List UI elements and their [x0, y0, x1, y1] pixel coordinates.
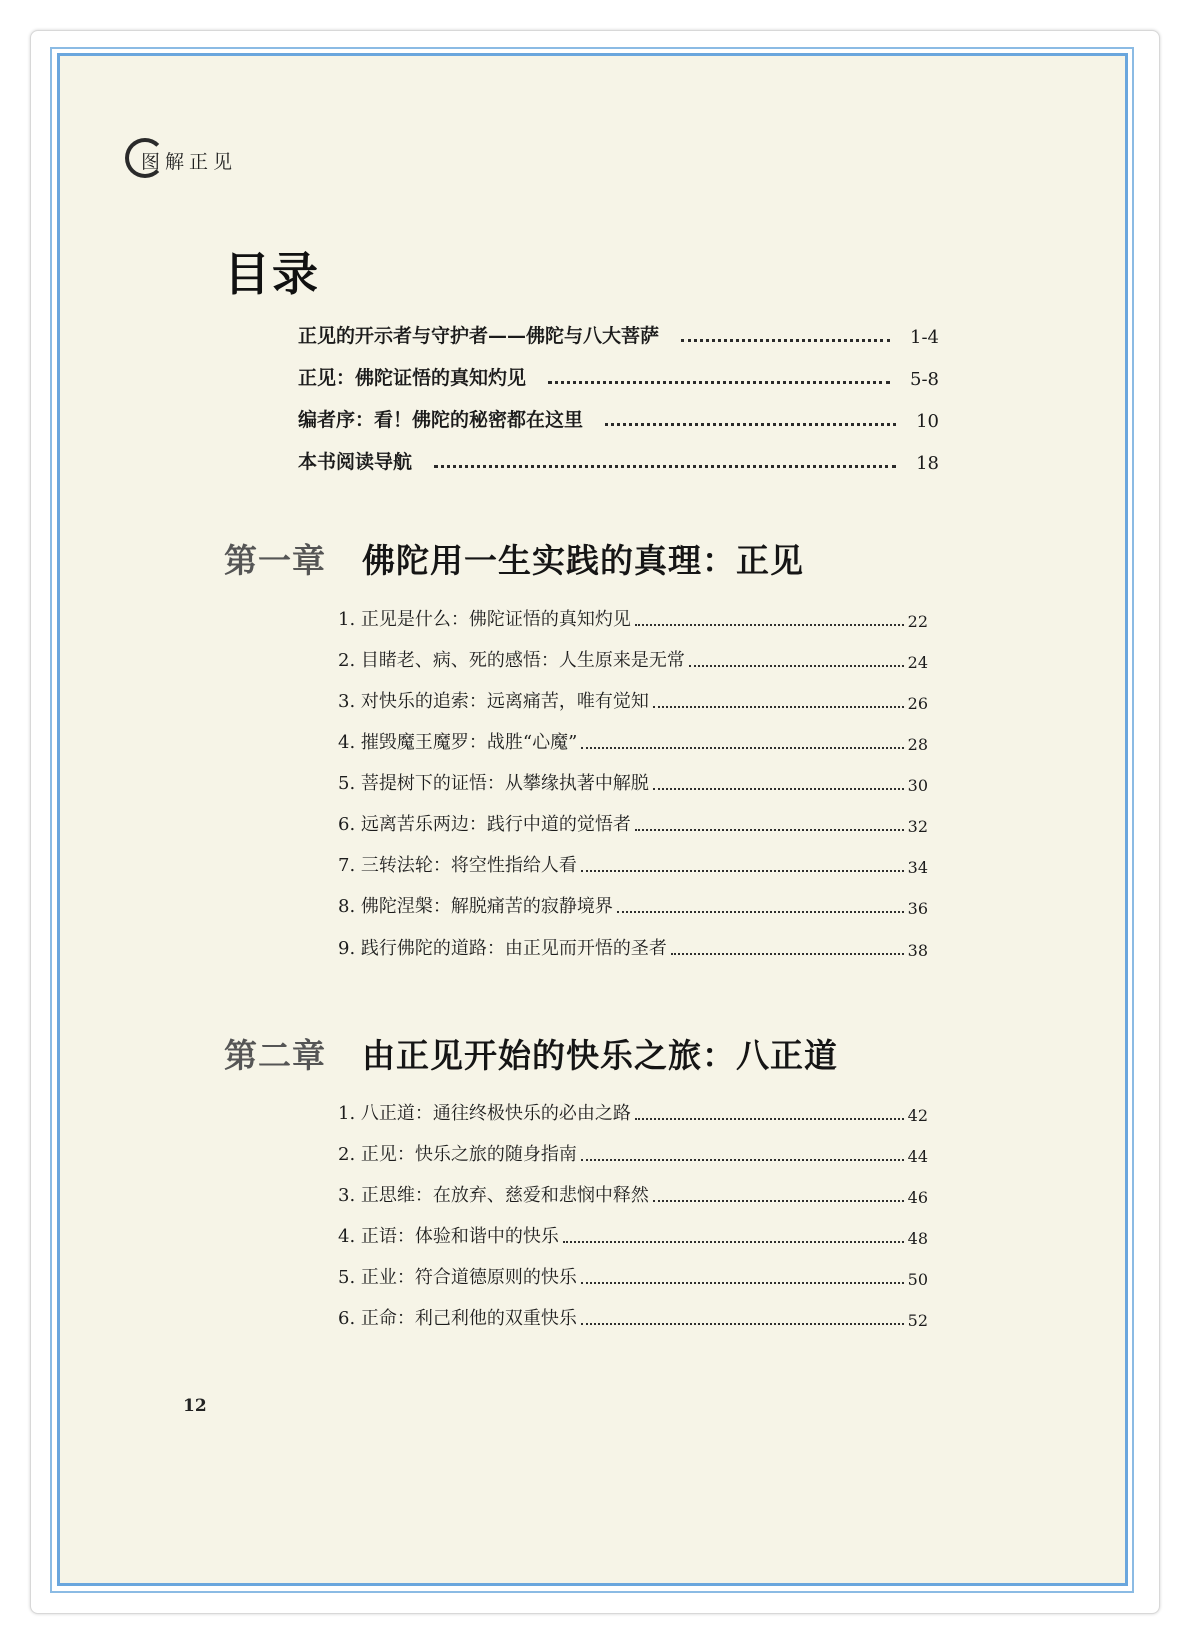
page-number: 22: [907, 612, 928, 631]
entry-label: 1. 八正道：通往终极快乐的必由之路: [338, 1103, 631, 1124]
dot-leader: [434, 465, 896, 468]
dot-leader: [617, 911, 904, 913]
page-number: 44: [907, 1147, 928, 1166]
page-number: 30: [907, 776, 928, 795]
chapter-heading[interactable]: [224, 1030, 838, 1077]
toc-entry[interactable]: [338, 934, 928, 960]
page-number: 50: [907, 1270, 928, 1289]
toc-entry[interactable]: [338, 892, 928, 918]
toc-entry[interactable]: [338, 728, 928, 754]
entry-label: 8. 佛陀涅槃：解脱痛苦的寂静境界: [338, 896, 613, 917]
page-number: 24: [907, 653, 928, 672]
page-folio: 12: [183, 1396, 207, 1416]
dot-leader: [635, 1118, 904, 1120]
dot-leader: [671, 953, 904, 955]
entry-label: 2. 目睹老、病、死的感悟：人生原来是无常: [338, 650, 685, 671]
page-number: 42: [907, 1106, 928, 1125]
chapter-number: 第二章: [224, 1036, 326, 1075]
page-number: 1-4: [910, 327, 939, 348]
entry-label: 9. 践行佛陀的道路：由正见而开悟的圣者: [338, 938, 667, 959]
chapter-number: 第一章: [224, 541, 326, 580]
entry-label: 6. 远离苦乐两边：践行中道的觉悟者: [338, 814, 631, 835]
dot-leader: [581, 1282, 904, 1284]
page-number: 48: [907, 1229, 928, 1248]
toc-entry[interactable]: [338, 1304, 928, 1330]
toc-entry[interactable]: [338, 1263, 928, 1289]
dot-leader: [563, 1241, 904, 1243]
dot-leader: [689, 665, 904, 667]
page-number: 52: [907, 1311, 928, 1330]
dot-leader: [653, 706, 904, 708]
series-title: 图解正见: [141, 151, 238, 173]
toc-entry[interactable]: [338, 1140, 928, 1166]
page-number: 32: [907, 817, 928, 836]
page-number: 34: [907, 858, 928, 877]
entry-label: 本书阅读导航: [298, 451, 413, 473]
toc-entry[interactable]: [338, 851, 928, 877]
entry-label: 3. 正思维：在放弃、慈爱和悲悯中释然: [338, 1185, 649, 1206]
dot-leader: [653, 1200, 904, 1202]
chapter-title: 由正见开始的快乐之旅：八正道: [362, 1036, 838, 1075]
front-matter-row[interactable]: [298, 447, 939, 474]
chapter-title: 佛陀用一生实践的真理：正见: [362, 541, 804, 580]
page-number: 5-8: [910, 369, 939, 390]
page-number: 38: [907, 941, 928, 960]
dot-leader: [605, 423, 896, 426]
entry-label: 5. 菩提树下的证悟：从攀缘执著中解脱: [338, 773, 649, 794]
front-matter-row[interactable]: [298, 405, 939, 432]
entry-label: 6. 正命：利己利他的双重快乐: [338, 1308, 577, 1329]
entry-label: 编者序：看！佛陀的秘密都在这里: [298, 409, 584, 431]
dot-leader: [581, 1323, 904, 1325]
toc-entry[interactable]: [338, 810, 928, 836]
dot-leader: [581, 870, 904, 872]
entry-label: 2. 正见：快乐之旅的随身指南: [338, 1144, 577, 1165]
toc-entry[interactable]: [338, 1222, 928, 1248]
toc-entry[interactable]: [338, 1099, 928, 1125]
dot-leader: [653, 788, 904, 790]
toc-entry[interactable]: [338, 605, 928, 631]
entry-label: 4. 正语：体验和谐中的快乐: [338, 1226, 559, 1247]
entry-label: 1. 正见是什么：佛陀证悟的真知灼见: [338, 609, 631, 630]
page-number: 26: [907, 694, 928, 713]
toc-entry[interactable]: [338, 1181, 928, 1207]
page-number: 36: [907, 899, 928, 918]
dot-leader: [548, 381, 890, 384]
front-matter-row[interactable]: [298, 321, 939, 348]
page-number: 18: [916, 453, 939, 474]
toc-entry[interactable]: [338, 687, 928, 713]
entry-label: 4. 摧毁魔王魔罗：战胜“心魔”: [338, 732, 578, 753]
entry-label: 正见的开示者与守护者——佛陀与八大菩萨: [298, 325, 660, 347]
entry-label: 7. 三转法轮：将空性指给人看: [338, 855, 577, 876]
dot-leader: [635, 624, 904, 626]
page-number: 28: [907, 735, 928, 754]
dot-leader: [635, 829, 904, 831]
dot-leader: [681, 339, 890, 342]
dot-leader: [581, 747, 903, 749]
front-matter-row[interactable]: [298, 363, 939, 390]
toc-entry[interactable]: [338, 769, 928, 795]
entry-label: 3. 对快乐的追索：远离痛苦，唯有觉知: [338, 691, 649, 712]
entry-label: 5. 正业：符合道德原则的快乐: [338, 1267, 577, 1288]
toc-entry[interactable]: [338, 646, 928, 672]
toc-title: 目录: [224, 247, 320, 301]
page-number: 10: [916, 411, 939, 432]
page-number: 46: [907, 1188, 928, 1207]
chapter-heading[interactable]: [224, 535, 804, 582]
running-header: [125, 138, 265, 188]
dot-leader: [581, 1159, 904, 1161]
entry-label: 正见：佛陀证悟的真知灼见: [298, 367, 527, 389]
